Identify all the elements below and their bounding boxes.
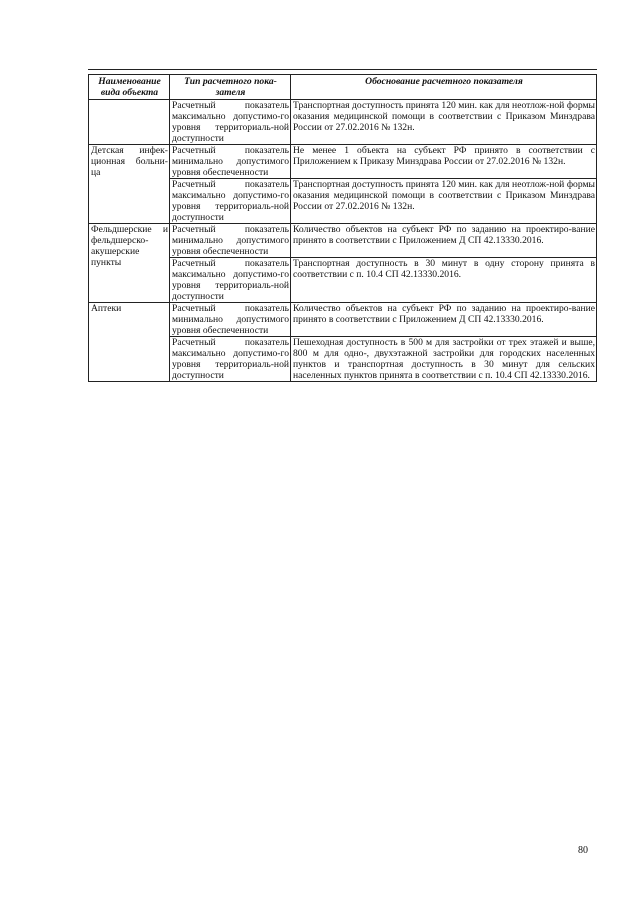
table-row [89,145,597,179]
cell-type: Расчетный показатель максимально допустимо-го уровня территориаль-ной доступности [170,179,291,224]
cell-object: Детская инфек-ционная больни-ца [89,145,170,224]
cell-basis: Пешеходная доступность в 500 м для застройки от трех этажей и выше, 800 м для одно-, двухэтажной застройки для городских населенных пунктов и транспортная доступность в 30 минут для сельских населенных пунктов принята в соответствии с п. 10.4 СП 42.13330.2016. [291,337,597,382]
cell-type: Расчетный показатель максимально допустимо-го уровня территориаль-ной доступности [170,258,291,303]
cell-type: Расчетный показатель минимально допустимого уровня обеспеченности [170,303,291,337]
cell-type: Расчетный показатель максимально допустимо-го уровня территориаль-ной доступности [170,337,291,382]
table-row [89,303,597,337]
cell-basis: Транспортная доступность принята 120 мин. как для неотлож-ной формы оказания медицинской помощи в соответствии с Приказом Минздрава России от 27.02.2016 № 132н. [291,100,597,145]
table-row [89,100,597,145]
header-indicator-basis: Обоснование расчетного показателя [291,75,597,100]
cell-type: Расчетный показатель максимально допустимо-го уровня территориаль-ной доступности [170,100,291,145]
header-object-name: Наименование вида объекта [89,75,170,100]
cell-object [89,100,170,145]
cell-object: Аптеки [89,303,170,382]
cell-type: Расчетный показатель минимально допустимого уровня обеспеченности [170,145,291,179]
cell-basis: Количество объектов на субъект РФ по заданию на проектиро-вание принято в соответствии с Приложением Д СП 42.13330.2016. [291,303,597,337]
cell-basis: Транспортная доступность в 30 минут в одну сторону принята в соответствии с п. 10.4 СП 42.13330.2016. [291,258,597,303]
table-row [89,224,597,258]
cell-object: Фельдшерские и фельдшерско-акушерские пункты [89,224,170,303]
standards-table [88,74,597,382]
header-indicator-type: Тип расчетного пока-зателя [170,75,291,100]
cell-type: Расчетный показатель минимально допустимого уровня обеспеченности [170,224,291,258]
top-rule [88,69,597,70]
cell-basis: Не менее 1 объекта на субъект РФ принято в соответствии с Приложением к Приказу Минздрава России от 27.02.2016 № 132н. [291,145,597,179]
cell-basis: Количество объектов на субъект РФ по заданию на проектиро-вание принято в соответствии с Приложением Д СП 42.13330.2016. [291,224,597,258]
cell-basis: Транспортная доступность принята 120 мин. как для неотлож-ной формы оказания медицинской помощи в соответствии с Приказом Минздрава России от 27.02.2016 № 132н. [291,179,597,224]
table-header-row [89,75,597,100]
page-number: 80 [578,845,588,856]
